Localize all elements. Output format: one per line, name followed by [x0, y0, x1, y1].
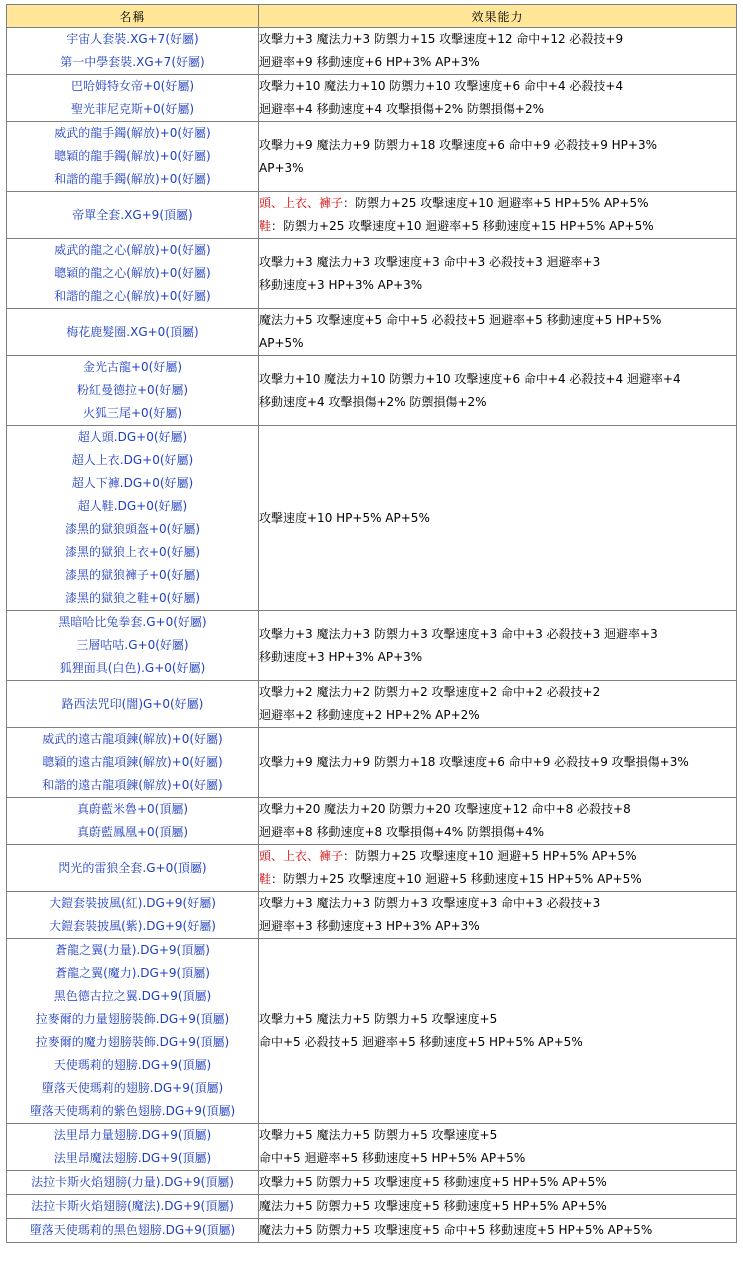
item-name-cell [7, 75, 259, 122]
item-name: 和諧的龍手鐲(解放)+0(好屬) [54, 172, 211, 186]
item-name: 拉麥爾的魔力翅膀裝飾.DG+9(頂屬) [35, 1035, 230, 1049]
effect-cell [259, 122, 737, 192]
item-name: 真蔚藍米魯+0(頂屬) [76, 802, 189, 816]
item-name-cell [7, 798, 259, 845]
item-name-cell [7, 681, 259, 728]
effect-line [259, 274, 736, 297]
effect-cell [259, 798, 737, 845]
table-row [7, 681, 737, 728]
effect-text: ：防禦力+25 攻擊速度+10 迴避+5 HP+5% AP+5% [343, 849, 637, 863]
effect-cell [259, 1171, 737, 1195]
item-name-cell [7, 239, 259, 309]
table-row [7, 28, 737, 75]
effect-line [259, 681, 736, 704]
item-name-cell [7, 356, 259, 426]
item-name-cell [7, 1219, 259, 1243]
item-name: 威武的遠古龍項鍊(解放)+0(好屬) [42, 732, 223, 746]
item-name-cell [7, 1124, 259, 1171]
effect-text: 魔法力+5 防禦力+5 攻擊速度+5 移動速度+5 HP+5% AP+5% [259, 1199, 607, 1213]
effect-line [259, 215, 736, 238]
item-name: 聰穎的龍之心(解放)+0(好屬) [54, 266, 211, 280]
effect-cell [259, 426, 737, 611]
item-name-cell [7, 122, 259, 192]
effect-line [259, 1195, 736, 1218]
effect-line [259, 845, 736, 868]
effect-text: 攻擊力+9 魔法力+9 防禦力+18 攻擊速度+6 命中+9 必殺技+9 HP+3% [259, 137, 658, 152]
effect-line [259, 507, 736, 530]
effect-line [259, 751, 736, 774]
equipment-effect-table [6, 4, 737, 1243]
effect-cell [259, 239, 737, 309]
effect-text: 攻擊速度+10 HP+5% AP+5% [259, 510, 430, 525]
item-name: 超人上衣.DG+0(好屬) [71, 453, 194, 467]
table-row [7, 892, 737, 939]
effect-cell [259, 845, 737, 892]
item-name: 超人鞋.DG+0(好屬) [77, 499, 188, 513]
effect-text: 攻擊力+3 魔法力+3 防禦力+15 攻擊速度+12 命中+12 必殺技+9 [259, 32, 624, 46]
effect-text: 魔法力+5 防禦力+5 攻擊速度+5 命中+5 移動速度+5 HP+5% AP+5% [259, 1223, 653, 1237]
item-name-cell [7, 426, 259, 611]
effect-text: 移動速度+3 HP+3% AP+3% [259, 277, 423, 292]
effect-cell [259, 75, 737, 122]
table-body [7, 28, 737, 1243]
effect-line [259, 51, 736, 74]
effect-text: 攻擊力+2 魔法力+2 防禦力+2 攻擊速度+2 命中+2 必殺技+2 [259, 685, 601, 699]
effect-text: ：防禦力+25 攻擊速度+10 迴避+5 移動速度+15 HP+5% AP+5% [271, 872, 642, 886]
item-name-cell [7, 309, 259, 356]
effect-cell [259, 681, 737, 728]
effect-text: 攻擊力+3 魔法力+3 防禦力+3 攻擊速度+3 命中+3 必殺技+3 [259, 896, 601, 910]
effect-line [259, 915, 736, 938]
item-name: 真蔚藍鳳凰+0(頂屬) [76, 825, 189, 839]
item-name: 墮落天使瑪莉的翅膀.DG+9(頂屬) [41, 1081, 224, 1095]
item-name: 巴哈姆特女帝+0(好屬) [70, 79, 195, 93]
table-row [7, 239, 737, 309]
item-name: 帝單全套.XG+9(頂屬) [72, 207, 193, 222]
effect-cell [259, 356, 737, 426]
item-name: 墮落天使瑪莉的黑色翅膀.DG+9(頂屬) [29, 1223, 236, 1237]
item-name: 大鎧套裝披風(紅).DG+9(好屬) [49, 896, 216, 910]
effect-line [259, 192, 736, 215]
effect-cell [259, 892, 737, 939]
effect-cell [259, 1124, 737, 1171]
effect-line [259, 798, 736, 821]
table-row [7, 122, 737, 192]
item-name: 聰穎的龍手鐲(解放)+0(好屬) [54, 149, 211, 163]
effect-cell [259, 611, 737, 681]
effect-line [259, 157, 736, 180]
item-name: 拉麥爾的力量翅膀裝飾.DG+9(頂屬) [35, 1012, 230, 1026]
item-name: 蒼龍之翼(力量).DG+9(頂屬) [55, 943, 210, 957]
effect-text: 迴避率+9 移動速度+6 HP+3% AP+3% [259, 55, 480, 69]
effect-line [259, 1147, 736, 1170]
item-name-cell [7, 845, 259, 892]
item-name: 金光古龍+0(好屬) [82, 360, 183, 374]
item-name: 黑色德古拉之翼.DG+9(頂屬) [53, 989, 212, 1003]
item-name: 法里昂力量翅膀.DG+9(頂屬) [53, 1128, 212, 1142]
effect-text: ：防禦力+25 攻擊速度+10 迴避率+5 HP+5% AP+5% [343, 196, 649, 210]
item-name: 威武的龍之心(解放)+0(好屬) [54, 243, 211, 257]
effect-text: 命中+5 迴避率+5 移動速度+5 HP+5% AP+5% [259, 1151, 526, 1165]
effect-cell [259, 1219, 737, 1243]
item-name: 路西法咒印(闇)G+0(好屬) [61, 696, 204, 711]
item-name: 漆黑的獄狼頭盔+0(好屬) [64, 522, 201, 536]
item-name: 宇宙人套裝.XG+7(好屬) [66, 32, 199, 46]
table-row [7, 798, 737, 845]
item-name: 大鎧套裝披風(紫).DG+9(好屬) [49, 919, 216, 933]
item-name: 三層咕咕.G+0(好屬) [76, 638, 189, 652]
effect-line [259, 1171, 736, 1194]
effect-text: 迴避率+2 移動速度+2 HP+2% AP+2% [259, 708, 480, 722]
effect-text: 攻擊力+5 魔法力+5 防禦力+5 攻擊速度+5 [259, 1012, 498, 1026]
table-row [7, 426, 737, 611]
item-name: 梅花鹿髮圈.XG+0(頂屬) [66, 324, 199, 339]
effect-line [259, 704, 736, 727]
table-row [7, 611, 737, 681]
item-name: 閃光的雷狼全套.G+0(頂屬) [58, 860, 207, 875]
effect-text: 攻擊力+5 魔法力+5 防禦力+5 攻擊速度+5 [259, 1128, 498, 1142]
table-row [7, 1171, 737, 1195]
effect-text: 攻擊力+3 魔法力+3 防禦力+3 攻擊速度+3 命中+3 必殺技+3 迴避率+3 [259, 626, 658, 641]
item-name-cell [7, 1195, 259, 1219]
item-name: 和諧的遠古龍項鍊(解放)+0(好屬) [42, 778, 223, 792]
table-row [7, 75, 737, 122]
effect-line [259, 1219, 736, 1242]
effect-cell [259, 28, 737, 75]
item-name: 天使瑪莉的翅膀.DG+9(頂屬) [53, 1058, 212, 1072]
effect-text: 命中+5 必殺技+5 迴避率+5 移動速度+5 HP+5% AP+5% [259, 1035, 583, 1049]
item-name-cell [7, 728, 259, 798]
effect-line [259, 1124, 736, 1147]
effect-text: 魔法力+5 攻擊速度+5 命中+5 必殺技+5 迴避率+5 移動速度+5 HP+5% [259, 313, 662, 327]
effect-cell [259, 309, 737, 356]
effect-text: 迴避率+3 移動速度+3 HP+3% AP+3% [259, 919, 480, 933]
effect-cell [259, 1195, 737, 1219]
effect-line [259, 75, 736, 98]
table-row [7, 192, 737, 239]
table-row [7, 356, 737, 426]
equipment-slot-label: 鞋 [259, 219, 272, 233]
item-name-cell [7, 939, 259, 1124]
table-row [7, 1124, 737, 1171]
effect-line [259, 868, 736, 891]
item-name: 火狐三尾+0(好屬) [82, 406, 183, 420]
effect-cell [259, 192, 737, 239]
item-name: 黑暗哈比兔拳套.G+0(好屬) [58, 615, 207, 629]
item-name: 蒼龍之翼(魔力).DG+9(頂屬) [55, 966, 210, 980]
effect-text: 攻擊力+9 魔法力+9 防禦力+18 攻擊速度+6 命中+9 必殺技+9 攻擊損傷+3% [259, 755, 689, 769]
effect-line [259, 98, 736, 121]
item-name: 超人頭.DG+0(好屬) [77, 430, 188, 444]
effect-line [259, 368, 736, 391]
effect-text: 移動速度+3 HP+3% AP+3% [259, 649, 423, 664]
item-name-cell [7, 192, 259, 239]
item-name-cell [7, 892, 259, 939]
item-name: 狐狸面具(白色).G+0(好屬) [59, 661, 206, 675]
table-row [7, 1195, 737, 1219]
equipment-slot-label: 頭、上衣、褲子 [259, 849, 344, 863]
item-name-cell [7, 611, 259, 681]
equipment-slot-label: 鞋 [259, 872, 272, 886]
equipment-slot-label: 頭、上衣、褲子 [259, 196, 344, 210]
table-row [7, 845, 737, 892]
item-name: 法里昂魔法翅膀.DG+9(頂屬) [53, 1151, 212, 1165]
effect-line [259, 332, 736, 355]
effect-text: 攻擊力+10 魔法力+10 防禦力+10 攻擊速度+6 命中+4 必殺技+4 [259, 79, 624, 93]
effect-text: 攻擊力+5 防禦力+5 攻擊速度+5 移動速度+5 HP+5% AP+5% [259, 1175, 607, 1189]
item-name: 威武的龍手鐲(解放)+0(好屬) [54, 126, 211, 140]
effect-text: ：防禦力+25 攻擊速度+10 迴避率+5 移動速度+15 HP+5% AP+5% [271, 219, 654, 233]
effect-cell [259, 939, 737, 1124]
item-name: 墮落天使瑪莉的紫色翅膀.DG+9(頂屬) [29, 1104, 236, 1118]
effect-line [259, 309, 736, 332]
item-name: 聖光菲尼克斯+0(好屬) [70, 102, 195, 116]
item-name: 漆黑的獄狼上衣+0(好屬) [64, 545, 201, 559]
item-name: 聰穎的遠古龍項鍊(解放)+0(好屬) [42, 755, 223, 769]
effect-text: 攻擊力+10 魔法力+10 防禦力+10 攻擊速度+6 命中+4 必殺技+4 迴避率+4 [259, 371, 681, 386]
effect-text: AP+3% [259, 160, 304, 175]
effect-text: 攻擊力+3 魔法力+3 攻擊速度+3 命中+3 必殺技+3 迴避率+3 [259, 254, 601, 269]
table-row [7, 1219, 737, 1243]
effect-line [259, 1031, 736, 1054]
effect-text: 迴避率+4 移動速度+4 攻擊損傷+2% 防禦損傷+2% [259, 102, 545, 116]
item-name-cell [7, 1171, 259, 1195]
column-header-name: 名稱 [7, 5, 259, 28]
effect-line [259, 1008, 736, 1031]
table-row [7, 728, 737, 798]
item-name: 法拉卡斯火焰翅膀(魔法).DG+9(頂屬) [31, 1199, 234, 1213]
item-name: 漆黑的獄狼之鞋+0(好屬) [64, 591, 201, 605]
column-header-effect: 效果能力 [259, 5, 737, 28]
table-row [7, 309, 737, 356]
effect-line [259, 391, 736, 414]
table-row [7, 939, 737, 1124]
effect-cell [259, 728, 737, 798]
effect-line [259, 623, 736, 646]
effect-text: 迴避率+8 移動速度+8 攻擊損傷+4% 防禦損傷+4% [259, 825, 545, 839]
table-header-row [7, 5, 737, 28]
effect-text: 攻擊力+20 魔法力+20 防禦力+20 攻擊速度+12 命中+8 必殺技+8 [259, 802, 631, 816]
effect-line [259, 134, 736, 157]
effect-line [259, 646, 736, 669]
effect-line [259, 892, 736, 915]
item-name: 和諧的龍之心(解放)+0(好屬) [54, 289, 211, 303]
effect-line [259, 28, 736, 51]
effect-text: AP+5% [259, 336, 304, 350]
item-name: 漆黑的獄狼褲子+0(好屬) [64, 568, 201, 582]
effect-line [259, 251, 736, 274]
item-name: 超人下褲.DG+0(好屬) [71, 476, 194, 490]
item-name: 粉紅曼德拉+0(好屬) [76, 383, 189, 397]
effect-text: 移動速度+4 攻擊損傷+2% 防禦損傷+2% [259, 394, 487, 409]
item-name: 法拉卡斯火焰翅膀(力量).DG+9(頂屬) [31, 1175, 234, 1189]
item-name-cell [7, 28, 259, 75]
effect-line [259, 821, 736, 844]
item-name: 第一中學套裝.XG+7(好屬) [60, 55, 205, 69]
